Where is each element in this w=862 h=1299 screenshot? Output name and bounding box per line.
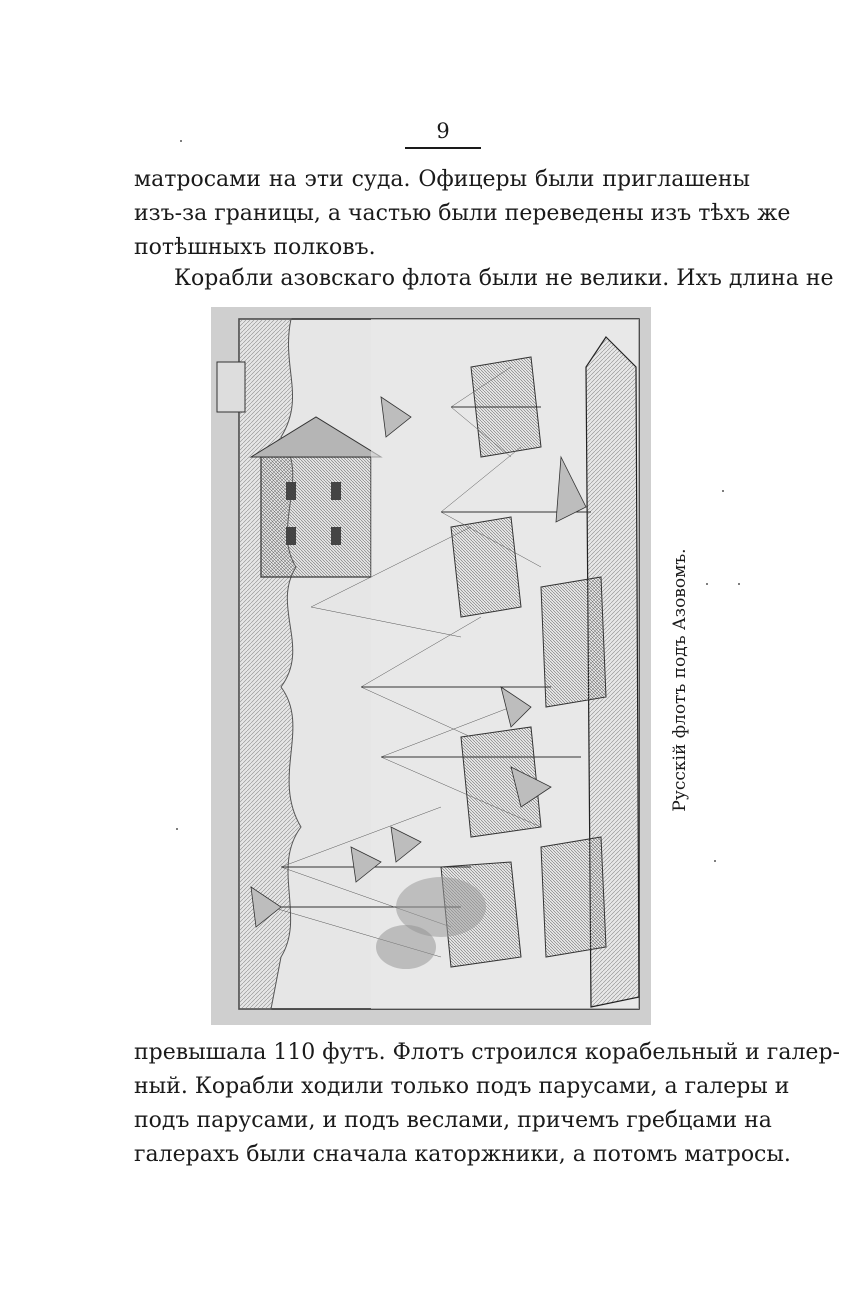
text-line: ный. Корабли ходили только подъ парусами, а галеры и [134, 1074, 790, 1099]
engraving-illustration [211, 307, 651, 1025]
scan-speck [180, 140, 182, 142]
text-line: подъ парусами, и подъ веслами, причемъ гребцами на [134, 1108, 772, 1133]
scan-speck [706, 583, 708, 585]
text-line: превышала 110 футъ. Флотъ строился корабельный и галер- [134, 1040, 840, 1065]
scan-speck [722, 490, 724, 492]
scan-speck [714, 860, 716, 862]
figure-caption-text: Русскій флотъ подъ Азовомъ. [670, 548, 690, 812]
text-line: матросами на эти суда. Офицеры были приглашены [134, 167, 750, 192]
text-line: изъ-за границы, а частью были переведены изъ тѣхъ же [134, 201, 791, 226]
text-line: галерахъ были сначала каторжники, а потомъ матросы. [134, 1142, 791, 1167]
text-line: потѣшныхъ полковъ. [134, 235, 376, 260]
scan-speck [176, 828, 178, 830]
paragraph-continued [134, 163, 791, 265]
paragraph [134, 262, 834, 296]
scan-speck [738, 583, 740, 585]
page-number: 9 [436, 119, 450, 143]
text-line: Корабли азовскаго флота были не велики. Ихъ длина не [174, 266, 834, 291]
paragraph-after-figure [134, 1036, 840, 1172]
page-number-rule [405, 147, 481, 149]
engraving-image [211, 307, 651, 1025]
